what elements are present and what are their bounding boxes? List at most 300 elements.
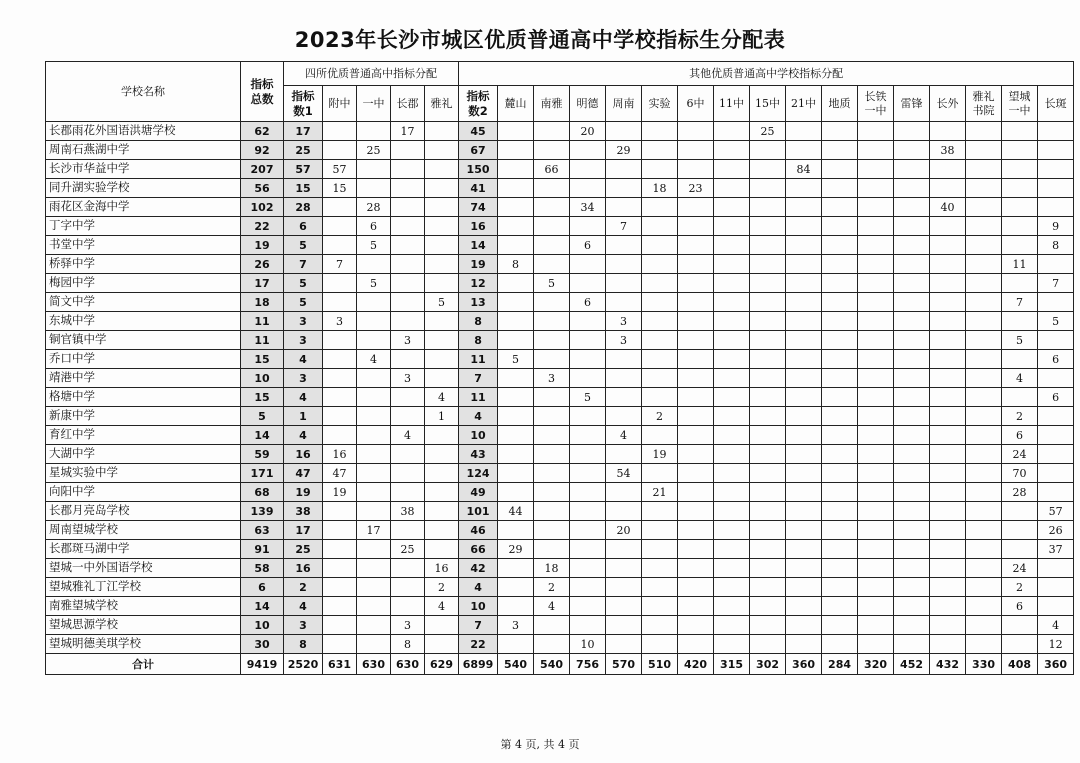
school-name: 格塘中学 bbox=[46, 388, 241, 407]
value-cell: 4 bbox=[391, 426, 425, 445]
value-cell bbox=[391, 160, 425, 179]
value-cell bbox=[1038, 597, 1074, 616]
header-line: 指标 bbox=[466, 89, 490, 104]
value-cell: 21 bbox=[642, 483, 678, 502]
value-cell bbox=[1002, 160, 1038, 179]
total-cell: 59 bbox=[241, 445, 284, 464]
total-cell: 139 bbox=[241, 502, 284, 521]
school-name: 雨花区金海中学 bbox=[46, 198, 241, 217]
table-row bbox=[46, 616, 1074, 635]
total-cell: 30 bbox=[241, 635, 284, 654]
value-cell bbox=[966, 198, 1002, 217]
value-cell: 320 bbox=[858, 654, 894, 675]
value-cell bbox=[606, 198, 642, 217]
value-cell bbox=[750, 198, 786, 217]
value-cell bbox=[894, 616, 930, 635]
value-cell bbox=[930, 236, 966, 255]
quota1-cell: 5 bbox=[284, 274, 323, 293]
value-cell bbox=[391, 179, 425, 198]
value-cell bbox=[642, 540, 678, 559]
value-cell bbox=[678, 274, 714, 293]
value-cell bbox=[822, 540, 858, 559]
school-name: 望城明德美琪学校 bbox=[46, 635, 241, 654]
quota2-cell: 66 bbox=[459, 540, 498, 559]
value-cell bbox=[858, 312, 894, 331]
value-cell: 6 bbox=[1038, 350, 1074, 369]
value-cell bbox=[570, 559, 606, 578]
value-cell bbox=[323, 616, 357, 635]
value-cell bbox=[930, 312, 966, 331]
table-row bbox=[46, 217, 1074, 236]
value-cell bbox=[642, 312, 678, 331]
value-cell bbox=[606, 179, 642, 198]
value-cell: 18 bbox=[642, 179, 678, 198]
value-cell bbox=[606, 407, 642, 426]
value-cell bbox=[822, 407, 858, 426]
value-cell: 629 bbox=[425, 654, 459, 675]
header-line: 实验 bbox=[648, 96, 671, 110]
value-cell bbox=[642, 597, 678, 616]
total-header bbox=[241, 62, 284, 122]
value-cell bbox=[391, 198, 425, 217]
quota2-cell: 7 bbox=[459, 616, 498, 635]
value-cell bbox=[822, 559, 858, 578]
school-name: 育红中学 bbox=[46, 426, 241, 445]
value-cell bbox=[786, 255, 822, 274]
value-cell bbox=[714, 255, 750, 274]
value-cell bbox=[750, 388, 786, 407]
header-text bbox=[865, 90, 887, 118]
value-cell bbox=[642, 521, 678, 540]
value-cell bbox=[786, 331, 822, 350]
value-cell bbox=[570, 464, 606, 483]
value-cell bbox=[642, 426, 678, 445]
quota2-header bbox=[459, 86, 498, 122]
value-cell bbox=[714, 331, 750, 350]
value-cell bbox=[678, 198, 714, 217]
value-cell bbox=[858, 597, 894, 616]
value-cell bbox=[966, 179, 1002, 198]
value-cell bbox=[498, 198, 534, 217]
value-cell: 29 bbox=[498, 540, 534, 559]
value-cell bbox=[822, 217, 858, 236]
value-cell bbox=[323, 426, 357, 445]
value-cell bbox=[966, 236, 1002, 255]
value-cell bbox=[606, 255, 642, 274]
table-row bbox=[46, 426, 1074, 445]
value-cell: 57 bbox=[1038, 502, 1074, 521]
quota2-cell: 49 bbox=[459, 483, 498, 502]
header-text bbox=[363, 97, 385, 111]
school-col-header bbox=[786, 86, 822, 122]
value-cell bbox=[714, 388, 750, 407]
value-cell bbox=[750, 293, 786, 312]
value-cell bbox=[498, 464, 534, 483]
header-text bbox=[1045, 97, 1067, 111]
value-cell bbox=[894, 540, 930, 559]
quota2-cell: 7 bbox=[459, 369, 498, 388]
value-cell: 5 bbox=[534, 274, 570, 293]
value-cell: 6 bbox=[1038, 388, 1074, 407]
value-cell bbox=[930, 540, 966, 559]
value-cell bbox=[425, 122, 459, 141]
header-text bbox=[541, 97, 563, 111]
total-cell: 62 bbox=[241, 122, 284, 141]
value-cell: 756 bbox=[570, 654, 606, 675]
value-cell bbox=[930, 217, 966, 236]
value-cell bbox=[786, 312, 822, 331]
school-name: 向阳中学 bbox=[46, 483, 241, 502]
value-cell bbox=[966, 407, 1002, 426]
value-cell bbox=[930, 274, 966, 293]
value-cell bbox=[357, 635, 391, 654]
header-text bbox=[901, 97, 923, 111]
value-cell bbox=[750, 350, 786, 369]
value-cell bbox=[966, 635, 1002, 654]
value-cell bbox=[1038, 293, 1074, 312]
value-cell bbox=[822, 179, 858, 198]
school-col-header bbox=[323, 86, 357, 122]
value-cell bbox=[391, 217, 425, 236]
value-cell bbox=[357, 445, 391, 464]
value-cell bbox=[642, 274, 678, 293]
value-cell: 4 bbox=[425, 597, 459, 616]
value-cell bbox=[894, 635, 930, 654]
value-cell bbox=[1038, 255, 1074, 274]
value-cell bbox=[678, 597, 714, 616]
value-cell bbox=[534, 483, 570, 502]
value-cell: 5 bbox=[357, 274, 391, 293]
school-name: 望城思源学校 bbox=[46, 616, 241, 635]
value-cell bbox=[678, 635, 714, 654]
value-cell bbox=[822, 293, 858, 312]
value-cell bbox=[570, 616, 606, 635]
value-cell bbox=[750, 179, 786, 198]
value-cell bbox=[966, 559, 1002, 578]
school-name: 梅园中学 bbox=[46, 274, 241, 293]
value-cell bbox=[1002, 179, 1038, 198]
value-cell bbox=[894, 141, 930, 160]
total-cell: 22 bbox=[241, 217, 284, 236]
value-cell: 26 bbox=[1038, 521, 1074, 540]
value-cell bbox=[894, 331, 930, 350]
value-cell bbox=[425, 350, 459, 369]
value-cell bbox=[894, 179, 930, 198]
value-cell bbox=[357, 540, 391, 559]
value-cell: 6 bbox=[357, 217, 391, 236]
header-line: 雷锋 bbox=[900, 96, 923, 110]
value-cell bbox=[966, 217, 1002, 236]
value-cell bbox=[750, 597, 786, 616]
quota2-cell: 8 bbox=[459, 312, 498, 331]
school-col-header bbox=[894, 86, 930, 122]
value-cell bbox=[678, 312, 714, 331]
value-cell bbox=[678, 236, 714, 255]
value-cell bbox=[1038, 179, 1074, 198]
value-cell: 20 bbox=[606, 521, 642, 540]
value-cell bbox=[1038, 369, 1074, 388]
value-cell bbox=[606, 369, 642, 388]
quota1-header bbox=[284, 86, 323, 122]
value-cell bbox=[642, 616, 678, 635]
table-row bbox=[46, 445, 1074, 464]
value-cell: 330 bbox=[966, 654, 1002, 675]
value-cell bbox=[323, 502, 357, 521]
value-cell bbox=[534, 445, 570, 464]
quota1-cell: 57 bbox=[284, 160, 323, 179]
value-cell bbox=[822, 635, 858, 654]
quota2-cell: 6899 bbox=[459, 654, 498, 675]
quota1-cell: 4 bbox=[284, 388, 323, 407]
value-cell bbox=[894, 445, 930, 464]
quota2-cell: 41 bbox=[459, 179, 498, 198]
value-cell bbox=[391, 597, 425, 616]
value-cell bbox=[1038, 483, 1074, 502]
header-line: 总数 bbox=[250, 91, 274, 106]
value-cell: 84 bbox=[786, 160, 822, 179]
value-cell: 24 bbox=[1002, 445, 1038, 464]
header-line: 明德 bbox=[576, 96, 599, 110]
value-cell bbox=[498, 293, 534, 312]
school-name: 乔口中学 bbox=[46, 350, 241, 369]
value-cell bbox=[323, 331, 357, 350]
value-cell: 44 bbox=[498, 502, 534, 521]
quota1-cell: 16 bbox=[284, 445, 323, 464]
value-cell bbox=[822, 160, 858, 179]
value-cell bbox=[894, 122, 930, 141]
table-row bbox=[46, 540, 1074, 559]
value-cell bbox=[1002, 502, 1038, 521]
value-cell: 29 bbox=[606, 141, 642, 160]
value-cell: 630 bbox=[391, 654, 425, 675]
value-cell bbox=[858, 198, 894, 217]
value-cell bbox=[534, 616, 570, 635]
total-cell: 19 bbox=[241, 236, 284, 255]
value-cell bbox=[606, 274, 642, 293]
value-cell bbox=[858, 521, 894, 540]
value-cell bbox=[606, 160, 642, 179]
table-row bbox=[46, 122, 1074, 141]
value-cell bbox=[966, 350, 1002, 369]
value-cell bbox=[425, 331, 459, 350]
value-cell: 5 bbox=[1038, 312, 1074, 331]
value-cell bbox=[858, 160, 894, 179]
value-cell bbox=[858, 426, 894, 445]
value-cell: 40 bbox=[930, 198, 966, 217]
header-line: 附中 bbox=[328, 96, 351, 110]
value-cell bbox=[822, 236, 858, 255]
value-cell bbox=[357, 331, 391, 350]
value-cell bbox=[930, 407, 966, 426]
value-cell bbox=[678, 369, 714, 388]
header-text bbox=[829, 97, 851, 111]
value-cell bbox=[966, 141, 1002, 160]
value-cell bbox=[930, 578, 966, 597]
school-name: 丁字中学 bbox=[46, 217, 241, 236]
value-cell bbox=[570, 312, 606, 331]
value-cell bbox=[1038, 122, 1074, 141]
value-cell bbox=[858, 388, 894, 407]
value-cell: 25 bbox=[391, 540, 425, 559]
value-cell bbox=[391, 464, 425, 483]
value-cell: 302 bbox=[750, 654, 786, 675]
value-cell bbox=[570, 540, 606, 559]
quota2-cell: 45 bbox=[459, 122, 498, 141]
value-cell: 15 bbox=[323, 179, 357, 198]
value-cell: 360 bbox=[1038, 654, 1074, 675]
value-cell: 37 bbox=[1038, 540, 1074, 559]
value-cell: 452 bbox=[894, 654, 930, 675]
value-cell: 6 bbox=[1002, 426, 1038, 445]
value-cell bbox=[786, 445, 822, 464]
value-cell: 3 bbox=[323, 312, 357, 331]
value-cell bbox=[714, 179, 750, 198]
quota1-cell: 17 bbox=[284, 122, 323, 141]
value-cell bbox=[786, 141, 822, 160]
value-cell bbox=[858, 293, 894, 312]
value-cell bbox=[930, 388, 966, 407]
value-cell bbox=[894, 502, 930, 521]
value-cell bbox=[570, 578, 606, 597]
value-cell bbox=[534, 141, 570, 160]
value-cell: 5 bbox=[570, 388, 606, 407]
quota1-cell: 2 bbox=[284, 578, 323, 597]
value-cell bbox=[1002, 521, 1038, 540]
value-cell bbox=[1002, 540, 1038, 559]
value-cell bbox=[570, 141, 606, 160]
value-cell bbox=[678, 217, 714, 236]
value-cell bbox=[894, 483, 930, 502]
value-cell bbox=[858, 122, 894, 141]
quota2-cell: 13 bbox=[459, 293, 498, 312]
value-cell bbox=[714, 217, 750, 236]
value-cell: 315 bbox=[714, 654, 750, 675]
value-cell bbox=[1038, 141, 1074, 160]
quota1-cell: 7 bbox=[284, 255, 323, 274]
value-cell bbox=[894, 255, 930, 274]
value-cell bbox=[750, 483, 786, 502]
school-col-header bbox=[642, 86, 678, 122]
value-cell bbox=[678, 255, 714, 274]
value-cell: 16 bbox=[323, 445, 357, 464]
value-cell bbox=[534, 331, 570, 350]
value-cell bbox=[678, 559, 714, 578]
value-cell bbox=[678, 331, 714, 350]
header-line: 6中 bbox=[686, 96, 705, 110]
value-cell bbox=[323, 217, 357, 236]
total-cell: 58 bbox=[241, 559, 284, 578]
value-cell bbox=[323, 578, 357, 597]
value-cell bbox=[391, 445, 425, 464]
school-name: 新康中学 bbox=[46, 407, 241, 426]
quota2-cell: 16 bbox=[459, 217, 498, 236]
value-cell bbox=[894, 217, 930, 236]
value-cell: 2 bbox=[1002, 407, 1038, 426]
value-cell: 25 bbox=[357, 141, 391, 160]
header-text bbox=[431, 97, 453, 111]
table-row bbox=[46, 160, 1074, 179]
value-cell bbox=[570, 597, 606, 616]
value-cell bbox=[966, 274, 1002, 293]
total-cell: 18 bbox=[241, 293, 284, 312]
value-cell bbox=[357, 179, 391, 198]
value-cell: 5 bbox=[357, 236, 391, 255]
value-cell bbox=[858, 274, 894, 293]
school-col-header bbox=[534, 86, 570, 122]
value-cell bbox=[750, 331, 786, 350]
value-cell bbox=[858, 369, 894, 388]
value-cell bbox=[966, 578, 1002, 597]
value-cell bbox=[323, 198, 357, 217]
value-cell bbox=[822, 616, 858, 635]
school-col-header bbox=[570, 86, 606, 122]
value-cell bbox=[714, 616, 750, 635]
value-cell bbox=[425, 521, 459, 540]
value-cell bbox=[1038, 331, 1074, 350]
value-cell bbox=[966, 369, 1002, 388]
value-cell: 540 bbox=[498, 654, 534, 675]
value-cell bbox=[714, 160, 750, 179]
value-cell bbox=[930, 179, 966, 198]
value-cell bbox=[323, 407, 357, 426]
value-cell bbox=[822, 350, 858, 369]
table-row bbox=[46, 464, 1074, 483]
value-cell bbox=[894, 293, 930, 312]
total-cell: 26 bbox=[241, 255, 284, 274]
value-cell bbox=[570, 521, 606, 540]
value-cell bbox=[966, 616, 1002, 635]
value-cell bbox=[714, 540, 750, 559]
quota1-cell: 25 bbox=[284, 141, 323, 160]
value-cell bbox=[786, 426, 822, 445]
value-cell bbox=[570, 445, 606, 464]
total-cell: 63 bbox=[241, 521, 284, 540]
value-cell bbox=[822, 597, 858, 616]
value-cell bbox=[425, 426, 459, 445]
value-cell bbox=[1038, 407, 1074, 426]
value-cell bbox=[822, 464, 858, 483]
value-cell bbox=[894, 236, 930, 255]
value-cell bbox=[391, 141, 425, 160]
value-cell bbox=[642, 160, 678, 179]
total-cell: 15 bbox=[241, 350, 284, 369]
value-cell bbox=[425, 464, 459, 483]
value-cell bbox=[858, 255, 894, 274]
value-cell bbox=[714, 141, 750, 160]
value-cell bbox=[714, 407, 750, 426]
value-cell bbox=[534, 426, 570, 445]
value-cell bbox=[822, 331, 858, 350]
table-row bbox=[46, 483, 1074, 502]
value-cell bbox=[391, 578, 425, 597]
table-row bbox=[46, 179, 1074, 198]
school-col-header bbox=[750, 86, 786, 122]
value-cell bbox=[930, 293, 966, 312]
value-cell bbox=[498, 217, 534, 236]
school-name: 望城雅礼丁江学校 bbox=[46, 578, 241, 597]
value-cell bbox=[930, 597, 966, 616]
value-cell bbox=[858, 464, 894, 483]
table-row bbox=[46, 521, 1074, 540]
value-cell bbox=[858, 179, 894, 198]
value-cell bbox=[930, 483, 966, 502]
value-cell bbox=[750, 559, 786, 578]
value-cell bbox=[894, 369, 930, 388]
value-cell bbox=[858, 483, 894, 502]
value-cell bbox=[678, 445, 714, 464]
value-cell bbox=[391, 255, 425, 274]
value-cell: 47 bbox=[323, 464, 357, 483]
